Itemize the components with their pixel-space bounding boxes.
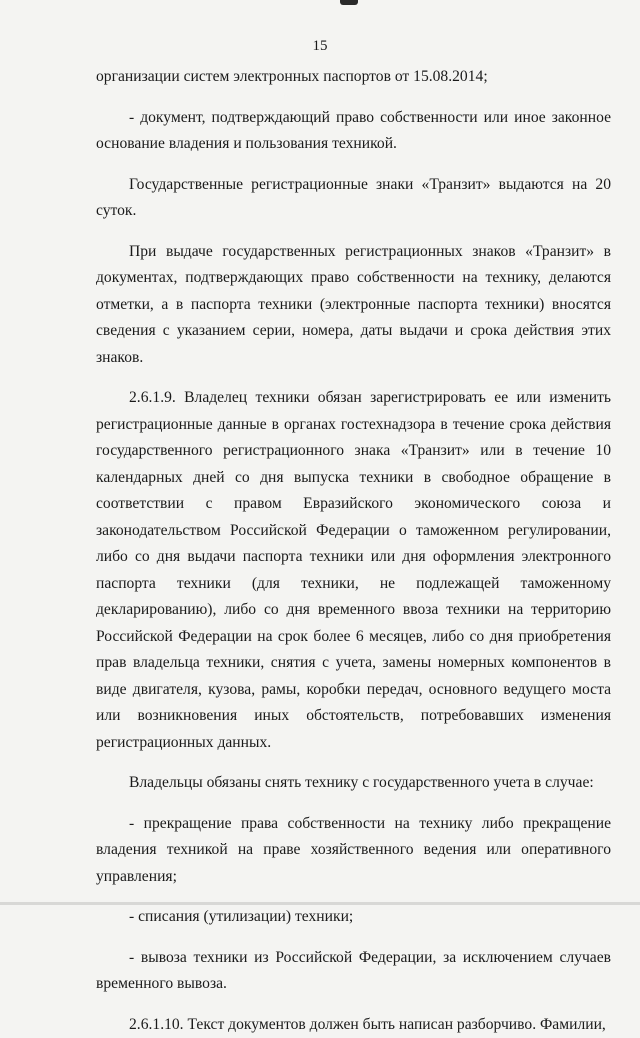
document-body: [96, 64, 611, 1038]
scan-binding-mark: [340, 0, 358, 5]
paragraph-ownership-document: - документ, подтверждающий право собственности или иное законное основание владения и пользования техникой.: [96, 105, 611, 158]
list-item-disposal: - списания (утилизации) техники;: [96, 904, 611, 931]
page-number: 15: [0, 38, 640, 55]
paragraph-continuation: организации систем электронных паспортов от 15.08.2014;: [96, 64, 611, 91]
paragraph-2-6-1-9: 2.6.1.9. Владелец техники обязан зарегистрировать ее или изменить регистрационные данные в органах гостехнадзора в течение срока действия государственного регистрационного знака «Транзит» или в течение 10 календарных дней со дня выпуска техники в свободное обращение в соответствии с правом Евразийского экономического союза и законодательством Российской Федерации о таможенном регулировании, либо со дня выдачи паспорта техники или дня оформления электронного паспорта техники (для техники, не подлежащей таможенному декларированию), либо со дня временного ввоза техники на территорию Российской Федерации на срок более 6 месяцев, либо со дня приобретения прав владельца техники, снятия с учета, замены номерных компонентов в виде двигателя, кузова, рамы, коробки передач, основного ведущего моста или возникновения иных обстоятельств, потребовавших изменения регистрационных данных.: [96, 385, 611, 756]
paragraph-issuance-notes: При выдаче государственных регистрационных знаков «Транзит» в документах, подтверждающих право собственности на технику, делаются отметки, а в паспорта техники (электронные паспорта техники) вносятся сведения с указанием серии, номера, даты выдачи и срока действия этих знаков.: [96, 239, 611, 372]
paragraph-transit-plates: Государственные регистрационные знаки «Транзит» выдаются на 20 суток.: [96, 172, 611, 225]
paragraph-deregistration-intro: Владельцы обязаны снять технику с государственного учета в случае:: [96, 770, 611, 797]
list-item-export: - вывоза техники из Российской Федерации, за исключением случаев временного вывоза.: [96, 945, 611, 998]
paragraph-2-6-1-10: 2.6.1.10. Текст документов должен быть написан разборчиво. Фамилии,: [96, 1012, 611, 1038]
list-item-ownership-termination: - прекращение права собственности на технику либо прекращение владения техникой на праве хозяйственного ведения или оперативного управления;: [96, 811, 611, 891]
